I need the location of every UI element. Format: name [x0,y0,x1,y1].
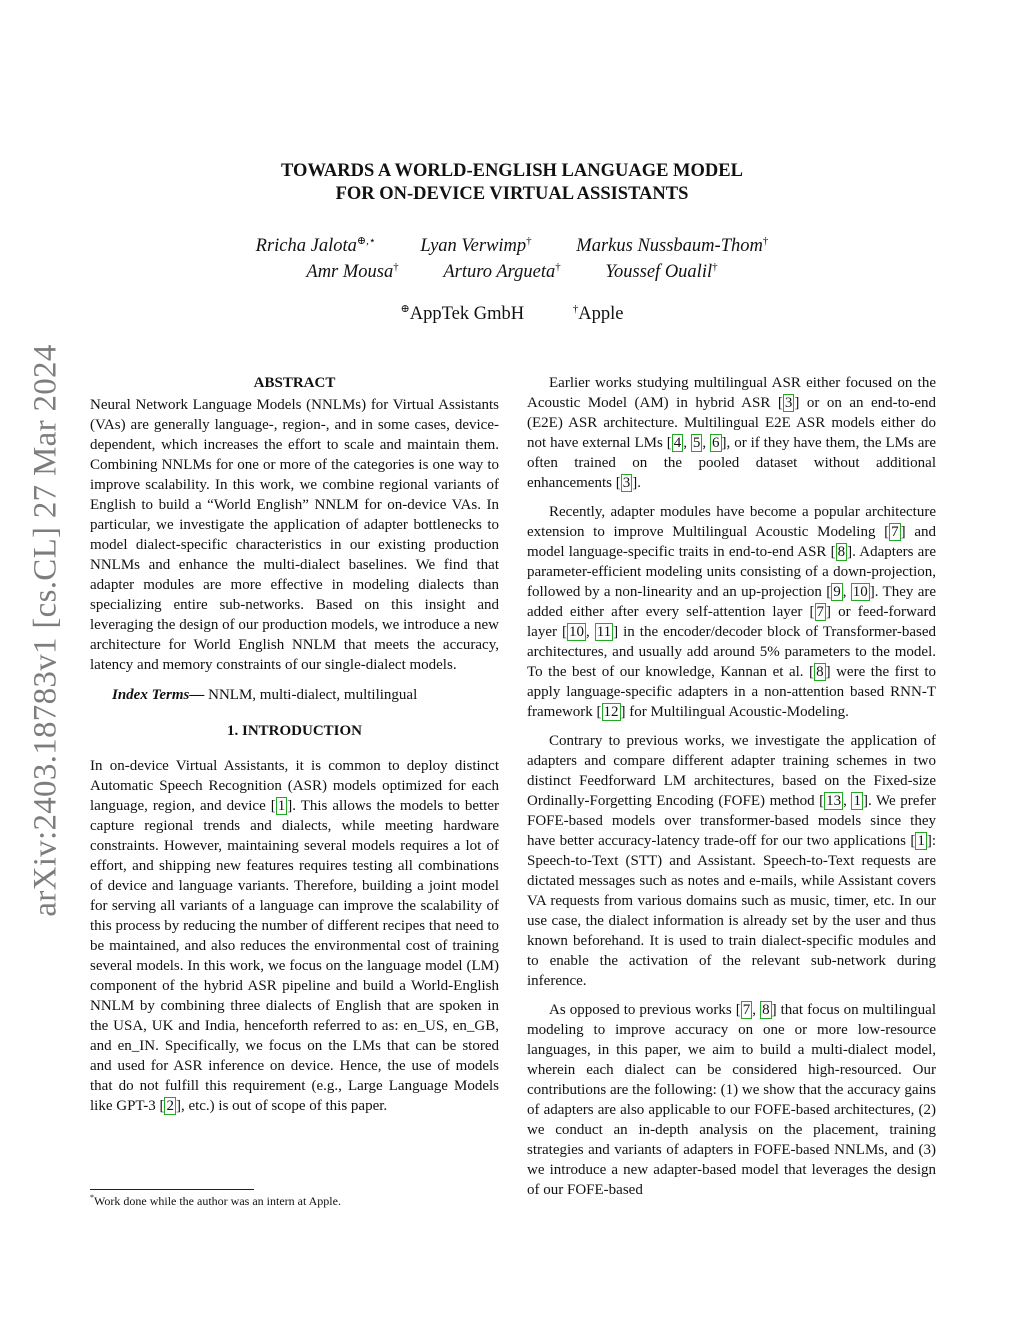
arxiv-stamp [26,300,66,960]
author-row-2 [0,259,1024,285]
author: Rricha Jalota⊕,⋆ [255,234,376,256]
right-column [527,373,936,1200]
left-column [90,373,499,1116]
citation-link[interactable]: 1 [853,793,861,809]
citation-link[interactable]: 7 [816,604,825,620]
citation-link[interactable]: 2 [166,1098,174,1114]
citation-link[interactable]: 1 [917,833,925,849]
citation-link[interactable]: 8 [816,664,824,680]
author: Arturo Argueta† [443,260,561,282]
affiliation: †Apple [572,302,624,324]
index-terms-list: NNLM, multi-dialect, multilingual [204,687,418,703]
intro-paragraph-1: In on-device Virtual Assistants, it is common to deploy distinct Automatic Speech Recognition (ASR) models optimized for each language, region, and device [ 1 ]. This allows the models to better capture regional trends and dialects, while meeting hardware constraints. However, maintaining several models requires a lot of effort, and shipping new features requires testing all combinations of device and language variants. Therefore, building a joint model for serving all variants of a language can improve the scalability of this process by reducing the number of different recipes that need to be maintained, and also reduces the environmental cost of training several models. In this work, we focus on the language model (LM) component of the hybrid ASR pipeline and build a World-English NNLM by combining three dialects of English that are spoken in the USA, UK and India, henceforth referred to as: en_US, en_GB, and en_IN. Specifically, we focus on the LMs that can be stored and used for ASR inference on device. Hence, the use of models that do not fulfill this requirement (e.g., Large Language Models like GPT-3 [ 2 ], etc.) is out of scope of this paper. [90,758,499,1114]
author: Lyan Verwimp† [420,234,532,256]
introduction-heading: 1. INTRODUCTION [226,723,362,739]
right-paragraph-2: Recently, adapter modules have become a popular architecture extension to improve Multilingual Acoustic Modeling [ 7 ] and model language-specific traits in end-to-end ASR [ 8 ]. Adapters are parameter-efficient modeling units consisting of a down-projection, followed by a non-linearity and an up-projection [ 9 , 10 ]. They are added either after every self-attention layer [ 7 ] or feed-forward layer [ 10 , 11 ] in the encoder/decoder block of Transformer-based architectures, and usually add around 5% parameters to the model. To the best of our knowledge, Kannan et al. [ 8 ] were the first to apply language-specific adapters in a non-attention based RNN-T framework [ 12 ] for Multilingual Acoustic-Modeling. [527,504,937,720]
title-line-2: FOR ON-DEVICE VIRTUAL ASSISTANTS [335,184,689,204]
author: Markus Nussbaum-Thom† [576,234,769,256]
citation-link[interactable]: 7 [742,1002,751,1018]
arxiv-stamp-text: arXiv:2403.18783v1 [cs.CL] 27 Mar 2024 [27,343,64,917]
citation-link[interactable]: 13 [826,793,842,809]
citation-link[interactable]: 7 [891,524,899,540]
footnote-mark: * [90,1193,94,1202]
citation-link[interactable]: 3 [784,395,793,411]
right-paragraph-1: Earlier works studying multilingual ASR either focused on the Acoustic Model (AM) in hybrid ASR [ 3 ] or on an end-to-end (E2E) ASR architecture. Multilingual E2E ASR models either do not have external LMs [ 4 , 5 , 6 ], or if they have them, the LMs are often trained on the pooled dataset without additional enhancements [ 3 ]. [527,375,937,491]
footnote [90,1194,341,1209]
paper-title [0,160,1024,206]
citation-link[interactable]: 3 [622,475,631,491]
citation-link[interactable]: 10 [852,584,868,600]
author: Youssef Oualil† [605,260,718,282]
abstract-heading: ABSTRACT [253,375,336,391]
affiliations [0,304,1024,325]
citation-link[interactable]: 6 [712,435,720,451]
citation-link[interactable]: 10 [568,624,584,640]
right-paragraph-4: As opposed to previous works [ 7 , 8 ] that focus on multilingual modeling to improve accuracy on one or more low-resource languages, in this paper, we aim to build a multi-dialect model, wherein each dialect can be considered high-resourced. Our contributions are the following: (1) we show that the accuracy gains of adapters are also applicable to our FOFE-based architectures, (2) we conduct an in-depth analysis on the placement, training strategies and variants of adapters in FOFE-based NNLMs, and (3) we introduce a new adapter-based model that leverages the design of our FOFE-based [527,1002,936,1198]
citation-link[interactable]: 8 [837,544,846,560]
citation-link[interactable]: 1 [277,798,286,814]
index-terms [90,685,499,705]
citation-link[interactable]: 11 [596,624,612,640]
right-paragraph-3: Contrary to previous works, we investigate the application of adapters and compare different adapter training schemes in two distinct Feedforward LM architectures, based on the Fixed-size Ordinally-Forgetting Encoding (FOFE) method [ 13 , 1 ]. We prefer FOFE-based models over transformer-based models since they have better accuracy-latency trade-off for our two applications [ 1 ]: Speech-to-Text (STT) and Assistant. Speech-to-Text requests are dictated messages such as notes and e-mails, while Assistant covers VA requests from various domains such as music, timer, etc. In our use case, the dialect information is already set by the user and thus known beforehand. It is used to train dialect-specific modules and to enable the activation of the relevant sub-network during inference. [527,733,937,989]
author-row-1 [0,233,1024,259]
citation-link[interactable]: 4 [673,435,682,451]
index-terms-label: Index Terms— [112,687,205,703]
abstract-text: Neural Network Language Models (NNLMs) for Virtual Assistants (VAs) are generally language-, region-, and in some cases, device-dependent, which increases the effort to scale and maintain them. Combining NNLMs for one or more of the categories is one way to improve scalability. In this work, we combine regional variants of English to build a “World English” NNLM for on-device VAs. In particular, we investigate the application of adapter bottlenecks to model dialect-specific characteristics in our existing production NNLMs and enhance the multi-dialect baselines. We find that adapter modules are more effective in modeling dialects than specializing entire sub-networks. Based on this insight and leveraging the design of our production models, we introduce a new architecture for World English NNLM that meets the accuracy, latency and memory constraints of our single-dialect models. [90,397,499,673]
citation-link[interactable]: 12 [603,704,619,720]
affiliation: ⊕AppTek GmbH [400,302,525,324]
title-line-1: TOWARDS A WORLD-ENGLISH LANGUAGE MODEL [281,161,743,181]
footnote-text: Work done while the author was an intern at Apple. [94,1194,341,1208]
citation-link[interactable]: 9 [833,584,841,600]
author: Amr Mousa† [306,260,399,282]
citation-link[interactable]: 8 [762,1002,770,1018]
footnote-rule [90,1189,254,1190]
citation-link[interactable]: 5 [692,435,701,451]
